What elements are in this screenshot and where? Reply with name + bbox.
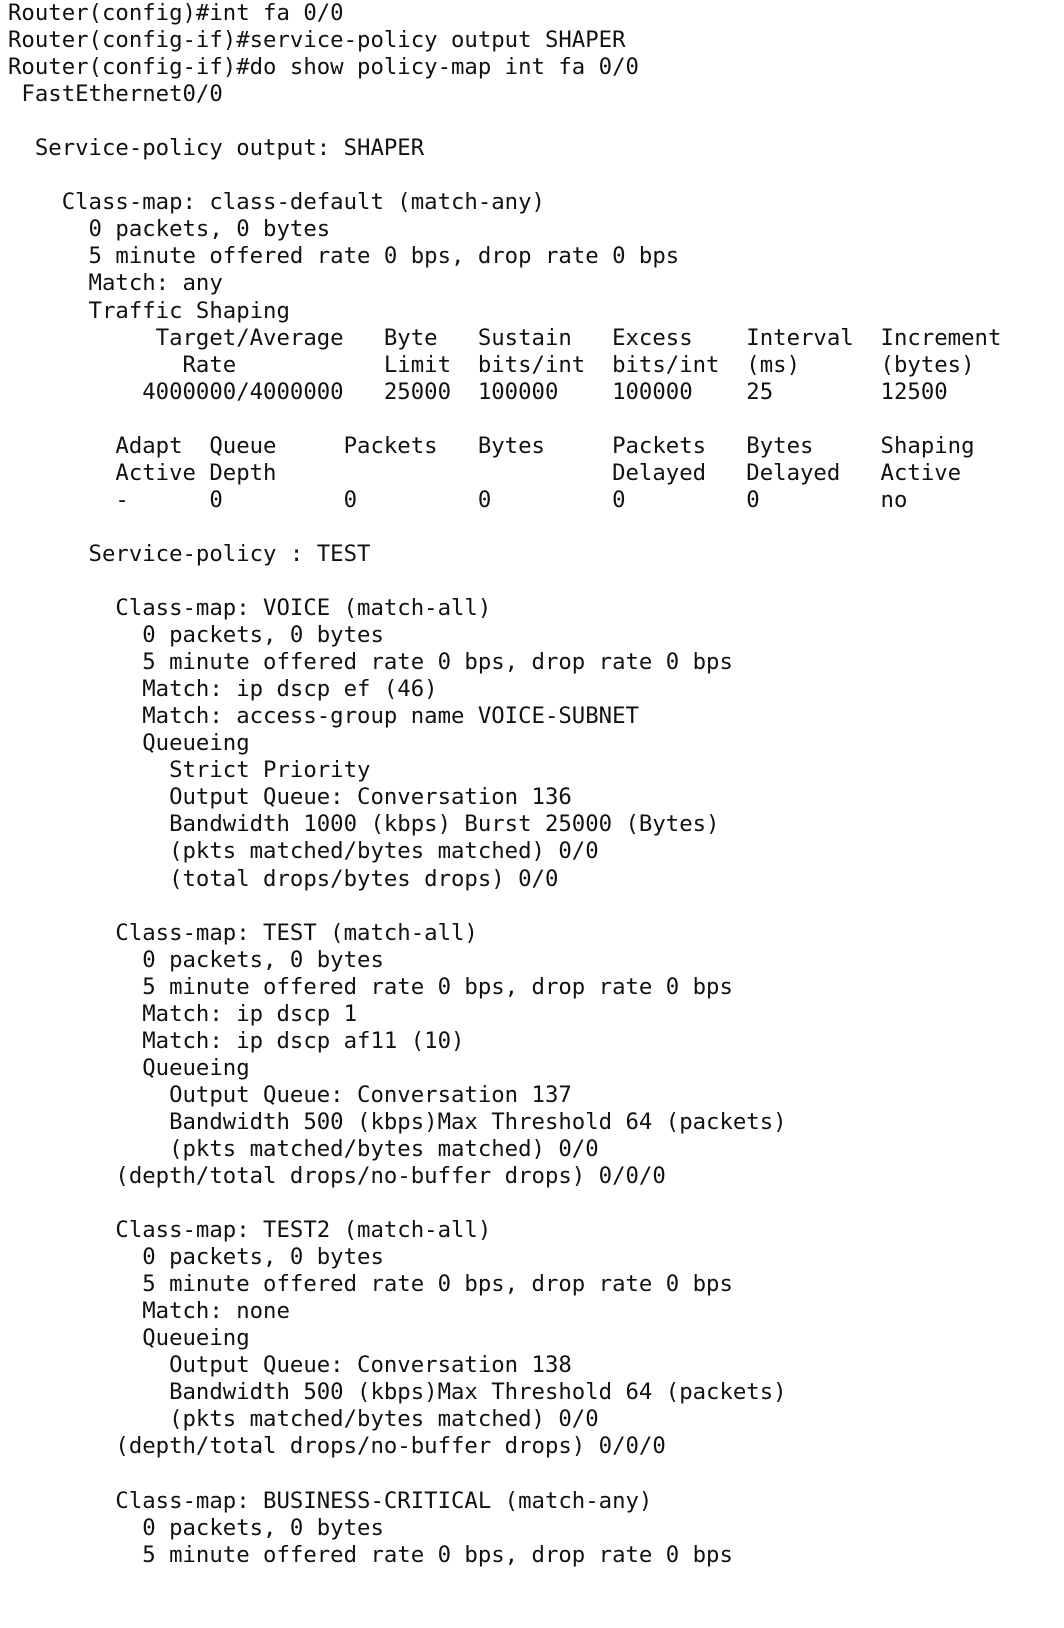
- terminal-line: (depth/total drops/no-buffer drops) 0/0/0: [8, 1163, 666, 1190]
- terminal-line: Router(config)#int fa 0/0: [8, 0, 344, 26]
- terminal-line: Class-map: class-default (match-any): [8, 189, 545, 216]
- terminal-line: Service-policy output: SHAPER: [8, 135, 425, 162]
- terminal-line: 5 minute offered rate 0 bps, drop rate 0 bps: [8, 649, 733, 676]
- terminal-line: Target/Average Byte Sustain Excess Interval Increment: [8, 324, 1002, 351]
- terminal-line: [0, 893, 1064, 920]
- terminal-line: [0, 406, 1064, 433]
- terminal-line: [0, 108, 1064, 135]
- terminal-line: Match: ip dscp ef (46): [8, 676, 438, 703]
- terminal-line: [0, 568, 1064, 595]
- terminal-line: Bandwidth 500 (kbps)Max Threshold 64 (packets): [8, 1108, 787, 1135]
- terminal-line: 0 packets, 0 bytes: [8, 1244, 384, 1271]
- terminal-line: Strict Priority: [8, 757, 371, 784]
- terminal-line: (pkts matched/bytes matched) 0/0: [8, 838, 599, 865]
- terminal-line: Match: any: [8, 270, 223, 297]
- terminal-line: 4000000/4000000 25000 100000 100000 25 12500: [8, 378, 948, 405]
- terminal-line: Class-map: TEST (match-all): [8, 919, 478, 946]
- terminal-line: Class-map: VOICE (match-all): [8, 595, 492, 622]
- terminal-line: 5 minute offered rate 0 bps, drop rate 0 bps: [8, 1271, 733, 1298]
- terminal-line: Queueing: [8, 1054, 250, 1081]
- terminal-line: Traffic Shaping: [8, 297, 290, 324]
- terminal-line: Class-map: BUSINESS-CRITICAL (match-any): [8, 1487, 653, 1514]
- terminal-line: Bandwidth 500 (kbps)Max Threshold 64 (packets): [8, 1379, 787, 1406]
- terminal-line: FastEthernet0/0: [8, 81, 223, 108]
- terminal-line: Match: access-group name VOICE-SUBNET: [8, 703, 639, 730]
- terminal-line: Router(config-if)#service-policy output SHAPER: [8, 27, 626, 54]
- terminal-line: Rate Limit bits/int bits/int (ms) (bytes): [8, 351, 975, 378]
- terminal-line: [0, 1461, 1064, 1488]
- terminal-line: [0, 1190, 1064, 1217]
- terminal-line: Router(config-if)#do show policy-map int fa 0/0: [8, 54, 639, 81]
- terminal-line: - 0 0 0 0 0 no: [8, 486, 908, 513]
- terminal-line: Match: ip dscp 1: [8, 1000, 358, 1027]
- terminal-line: 5 minute offered rate 0 bps, drop rate 0 bps: [8, 1541, 733, 1568]
- terminal-line: Match: none: [8, 1298, 290, 1325]
- terminal-line: [0, 162, 1064, 189]
- terminal-line: Output Queue: Conversation 138: [8, 1352, 572, 1379]
- terminal-line: Bandwidth 1000 (kbps) Burst 25000 (Bytes): [8, 811, 720, 838]
- terminal-line: (pkts matched/bytes matched) 0/0: [8, 1135, 599, 1162]
- terminal-line: [0, 514, 1064, 541]
- terminal-line: Output Queue: Conversation 137: [8, 1081, 572, 1108]
- terminal-line: 0 packets, 0 bytes: [8, 216, 331, 243]
- terminal-line: Queueing: [8, 1325, 250, 1352]
- terminal-line: 0 packets, 0 bytes: [8, 946, 384, 973]
- terminal-line: 0 packets, 0 bytes: [8, 1514, 384, 1541]
- terminal-line: Queueing: [8, 730, 250, 757]
- terminal-line: Class-map: TEST2 (match-all): [8, 1217, 492, 1244]
- terminal-line: (total drops/bytes drops) 0/0: [8, 865, 559, 892]
- terminal-line: Service-policy : TEST: [8, 540, 371, 567]
- terminal-line: Match: ip dscp af11 (10): [8, 1027, 465, 1054]
- terminal-line: Output Queue: Conversation 136: [8, 784, 572, 811]
- terminal-line: 5 minute offered rate 0 bps, drop rate 0 bps: [8, 973, 733, 1000]
- terminal-line: Active Depth Delayed Delayed Active: [8, 459, 962, 486]
- terminal-line: Adapt Queue Packets Bytes Packets Bytes Shaping: [8, 432, 975, 459]
- terminal-line: (depth/total drops/no-buffer drops) 0/0/0: [8, 1433, 666, 1460]
- terminal-line: (pkts matched/bytes matched) 0/0: [8, 1406, 599, 1433]
- terminal-line: 0 packets, 0 bytes: [8, 622, 384, 649]
- terminal-line: 5 minute offered rate 0 bps, drop rate 0 bps: [8, 243, 680, 270]
